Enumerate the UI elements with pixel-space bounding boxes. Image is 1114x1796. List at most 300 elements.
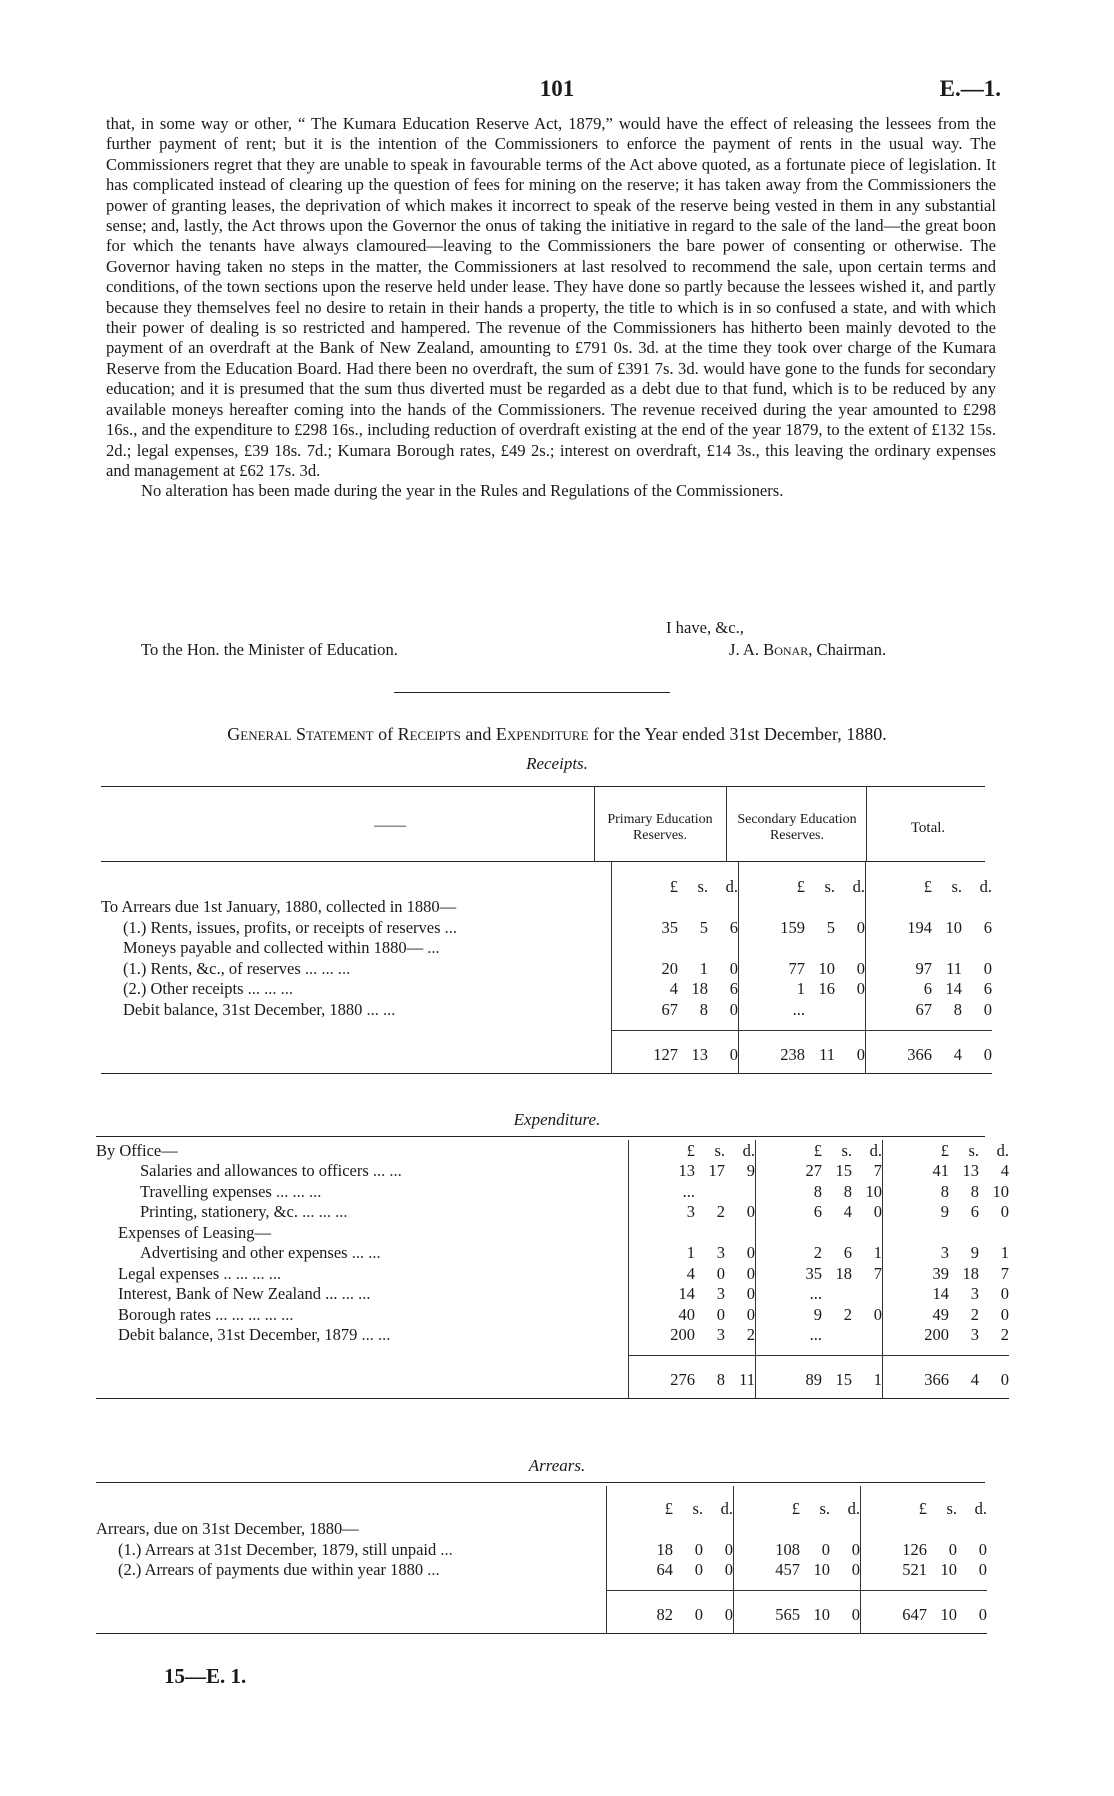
amount-shillings: 3 xyxy=(716,1325,725,1344)
row-label xyxy=(96,1243,629,1264)
table-row xyxy=(96,1161,1009,1182)
table-row xyxy=(96,1539,987,1560)
amount-pounds: ... xyxy=(809,1284,822,1303)
amount-shillings: 0 xyxy=(694,1605,703,1624)
amount-pounds: 565 xyxy=(775,1605,800,1624)
amount-pounds: 41 xyxy=(932,1161,949,1180)
title-part: for the Year ended 31st December, 1880. xyxy=(588,724,887,744)
amount-pounds: 35 xyxy=(661,917,678,937)
amount-pence: 4 xyxy=(1000,1161,1009,1180)
amount-pence: 9 xyxy=(746,1161,755,1180)
amount-pounds: £ xyxy=(686,1140,695,1160)
row-label-text: Expenses of Leasing— xyxy=(118,1222,272,1242)
row-label xyxy=(96,1161,629,1182)
amount-shillings: 10 xyxy=(940,1605,957,1624)
amount-pounds: 126 xyxy=(902,1539,927,1559)
leader-dots: ... ... ... xyxy=(297,1202,348,1221)
leader-dots: ... ... xyxy=(368,1161,402,1180)
document-code: E.—1. xyxy=(939,76,1001,101)
amount-shillings: 1 xyxy=(699,958,708,978)
row-label xyxy=(101,999,612,1020)
amount-cell xyxy=(866,958,993,979)
table-row xyxy=(96,1560,987,1581)
amount-pounds: 366 xyxy=(907,1044,932,1064)
table-row xyxy=(96,1243,1009,1264)
amount-pounds: 27 xyxy=(805,1161,822,1180)
amount-shillings: s. xyxy=(819,1498,830,1518)
spacer-cell xyxy=(861,1625,988,1634)
units-row xyxy=(96,1140,1009,1161)
amount-shillings: 18 xyxy=(691,979,708,998)
total-cell xyxy=(734,1591,861,1626)
spacer-cell xyxy=(883,1390,1010,1399)
bottom-rule-row xyxy=(96,1634,987,1636)
amount-shillings: 6 xyxy=(970,1202,979,1221)
amount-pounds: 9 xyxy=(940,1202,949,1221)
spacer-cell xyxy=(96,1345,629,1356)
row-label xyxy=(101,938,612,959)
amount-pounds: 49 xyxy=(932,1304,949,1324)
title-part: and xyxy=(460,724,496,744)
table-row xyxy=(96,1325,1009,1346)
leader-dots: ... ... ... xyxy=(271,1181,322,1201)
signature-block xyxy=(729,640,886,660)
signatory-title: , Chairman. xyxy=(808,640,887,659)
amount-cell xyxy=(612,979,739,1000)
amount-pence: 0 xyxy=(978,1539,987,1559)
amount-shillings: 10 xyxy=(940,1560,957,1579)
amount-cell xyxy=(629,1161,756,1182)
spacer-row xyxy=(96,1625,987,1634)
amount-shillings: 2 xyxy=(843,1304,852,1324)
amount-shillings: 5 xyxy=(826,917,835,937)
amount-pounds: 6 xyxy=(813,1202,822,1221)
spacer-cell xyxy=(607,1625,734,1634)
spacer-row xyxy=(101,1065,992,1074)
row-label-text: Advertising and other expenses xyxy=(140,1243,348,1262)
units-cell xyxy=(607,1498,734,1519)
amount-pounds: 3 xyxy=(686,1202,695,1221)
col-header-secondary: Secondary Education Reserves. xyxy=(737,812,857,843)
amount-pounds: 97 xyxy=(915,958,932,978)
spacer-cell xyxy=(607,1580,734,1591)
expenditure-top-rule xyxy=(96,1136,985,1137)
leader-dots: ... ... ... ... ... xyxy=(211,1304,294,1324)
amount-shillings: 4 xyxy=(970,1370,979,1389)
amount-cell xyxy=(739,979,866,1000)
spacer-cell xyxy=(861,1486,988,1498)
amount-pounds: 457 xyxy=(775,1560,800,1579)
amount-pence: 0 xyxy=(1000,1370,1009,1389)
amount-cell xyxy=(629,1304,756,1325)
amount-pounds: 200 xyxy=(924,1325,949,1344)
row-label-text: Borough rates xyxy=(118,1304,212,1324)
spacer-cell xyxy=(883,1345,1010,1356)
units-cell xyxy=(883,1140,1010,1161)
amount-pence: 0 xyxy=(746,1304,755,1324)
amount-pence: 0 xyxy=(724,1539,733,1559)
amount-pence: d. xyxy=(720,1498,733,1518)
amount-pounds: 35 xyxy=(805,1263,822,1283)
spacer-row xyxy=(96,1390,1009,1399)
amount-pence: 0 xyxy=(983,999,992,1019)
leader-dots: ... xyxy=(423,938,440,957)
amount-shillings: 14 xyxy=(945,979,962,998)
amount-pence: 0 xyxy=(873,1202,882,1221)
leader-dots: ... ... xyxy=(357,1325,391,1344)
amount-pence: 0 xyxy=(856,958,865,978)
receipts-table xyxy=(101,862,992,1075)
bottom-rule xyxy=(96,1634,987,1636)
amount-shillings: 2 xyxy=(970,1304,979,1324)
expenditure-table xyxy=(96,1140,1009,1400)
table-row xyxy=(101,958,992,979)
row-label xyxy=(101,979,612,1000)
spacer-cell xyxy=(739,1020,866,1031)
row-label xyxy=(96,1304,629,1325)
amount-pence: 10 xyxy=(865,1181,882,1201)
signature-mark: 15—E. 1. xyxy=(164,1664,247,1688)
amount-pounds: 89 xyxy=(805,1370,822,1389)
amount-cell xyxy=(739,917,866,938)
amount-pence: 11 xyxy=(739,1370,755,1389)
amount-shillings: 15 xyxy=(835,1161,852,1180)
amount-pounds: 14 xyxy=(932,1284,949,1303)
table-top-rule xyxy=(101,786,985,787)
totals-label xyxy=(96,1356,629,1391)
row-label xyxy=(96,1539,607,1560)
spacer-cell xyxy=(101,1065,612,1074)
amount-shillings: 3 xyxy=(716,1243,725,1262)
spacer-cell xyxy=(101,862,612,876)
letter-paragraph: that, in some way or other, “ The Kumara Education Reserve Act, 1879,” would have the effect of releasing the lessees from the further payment of rent; but it is the intention of the Commissioners to enforce the payment of rents in the usual way. The Commissioners regret that they are unable to speak in favourable terms of the Act above quoted, as a fortunate piece of legislation. It has complicated instead of clearing up the question of fees for mining on the reserve; it has taken away from the Commissioners the power of granting leases, the deprivation of which makes it incorrect to speak of the reserve being vested in them in any substantial sense; and, lastly, the Act throws upon the Governor the onus of taking the initiative in regard to the sale of the land—the great boon for which the tenants have always clamoured—leaving to the Commissioners the bare power of consenting or otherwise. The Governor having taken no steps in the matter, the Commissioners at last resolved to recommend the sale, upon certain terms and conditions, of the town sections upon the reserve held under lease. They have done so partly because the lessees wished it, and partly because they themselves feel no desire to retain in their hands a property, the title to which is in so confused a state, and with which their power of dealing is so restricted and hampered. The revenue of the Commissioners has hitherto been mainly devoted to the payment of an overdraft at the Bank of New Zealand, amounting to £791 0s. 3d. at the time they took over charge of the Kumara Reserve from the Education Board. Had there been no overdraft, the sum of £391 7s. 3d. would have gone to the funds for secondary education; and it is presumed that the sum thus diverted must be regarded as a debt due to that fund, which is to be reduced by any available moneys hereafter coming into the hands of the Commissioners. The revenue received during the year amounted to £298 16s., and the expenditure to £298 16s., including reduction of overdraft existing at the end of the year 1879, to the extent of £132 15s. 2d.; legal expenses, £39 18s. 7d.; Kumara Borough rates, £49 2s.; interest on overdraft, £14 3s., this leaving the ordinary expenses and management at £62 17s. 3d. xyxy=(106,114,996,480)
row-label xyxy=(101,917,612,938)
amount-cell xyxy=(756,1243,883,1264)
row-label xyxy=(96,1519,607,1540)
amount-pence: 0 xyxy=(729,958,738,978)
amount-pence: 10 xyxy=(992,1181,1009,1201)
amount-cell xyxy=(883,1161,1010,1182)
units-row xyxy=(101,876,992,897)
spacer-cell xyxy=(861,1580,988,1591)
row-label-text: (2.) Other receipts xyxy=(123,979,244,998)
amount-pounds: 67 xyxy=(915,999,932,1019)
amount-pounds: 366 xyxy=(924,1370,949,1389)
page-number: 101 xyxy=(539,76,575,101)
row-label xyxy=(96,1202,629,1223)
spacer-cell xyxy=(612,1020,739,1031)
amount-shillings: 11 xyxy=(946,958,962,978)
amount-pounds: 2 xyxy=(813,1243,822,1262)
amount-pence: 0 xyxy=(978,1560,987,1579)
amount-shillings: s. xyxy=(968,1140,979,1160)
arrears-top-rule xyxy=(96,1482,985,1483)
amount-cell xyxy=(756,1161,883,1182)
amount-pence: 0 xyxy=(724,1560,733,1579)
title-part: Expenditure xyxy=(495,724,589,744)
amount-pounds: 9 xyxy=(813,1304,822,1324)
amount-cell xyxy=(883,1181,1010,1202)
amount-pence: 0 xyxy=(746,1202,755,1221)
amount-shillings: 0 xyxy=(716,1304,725,1324)
row-label xyxy=(96,1222,629,1243)
amount-pounds: 3 xyxy=(940,1243,949,1262)
letter-body xyxy=(106,114,996,502)
amount-pounds: 127 xyxy=(653,1044,678,1064)
bottom-rule xyxy=(101,1073,992,1075)
amount-shillings: 8 xyxy=(699,999,708,1019)
amount-cell xyxy=(607,1519,734,1540)
amount-pence: 0 xyxy=(851,1560,860,1579)
amount-shillings: 8 xyxy=(970,1181,979,1201)
amount-pounds: £ xyxy=(940,1140,949,1160)
table-row xyxy=(101,999,992,1020)
amount-shillings: 13 xyxy=(962,1161,979,1180)
amount-pounds: 194 xyxy=(907,917,932,937)
amount-pence: 7 xyxy=(873,1161,882,1180)
amount-pounds: £ xyxy=(813,1140,822,1160)
amount-pounds: 200 xyxy=(670,1325,695,1344)
amount-shillings: 0 xyxy=(716,1263,725,1283)
amount-pence: 0 xyxy=(851,1605,860,1624)
amount-pounds: 40 xyxy=(678,1304,695,1324)
amount-cell xyxy=(866,979,993,1000)
amount-cell xyxy=(883,1243,1010,1264)
amount-cell xyxy=(734,1539,861,1560)
amount-pounds: £ xyxy=(923,876,932,896)
amount-cell xyxy=(861,1519,988,1540)
amount-pence: 0 xyxy=(724,1605,733,1624)
amount-pence: 0 xyxy=(983,958,992,978)
amount-shillings: 4 xyxy=(843,1202,852,1221)
amount-shillings: 8 xyxy=(843,1181,852,1201)
amount-cell xyxy=(734,1560,861,1581)
spacer-cell xyxy=(612,862,739,876)
amount-pounds: 39 xyxy=(932,1263,949,1283)
amount-cell xyxy=(739,999,866,1020)
amount-pounds: 108 xyxy=(775,1539,800,1559)
amount-pence: 7 xyxy=(1000,1263,1009,1283)
col-header-primary: Primary Education Reserves. xyxy=(607,812,713,843)
arrears-heading: Arrears. xyxy=(528,1456,586,1475)
amount-cell xyxy=(866,938,993,959)
amount-shillings: 10 xyxy=(945,917,962,937)
amount-pence: 6 xyxy=(729,917,738,937)
row-label xyxy=(96,1325,629,1346)
amount-cell xyxy=(883,1222,1010,1243)
leader-dots: ... ... xyxy=(347,1243,381,1262)
amount-shillings: 3 xyxy=(970,1325,979,1344)
amount-cell xyxy=(629,1325,756,1346)
total-cell xyxy=(861,1591,988,1626)
units-cell xyxy=(629,1140,756,1161)
amount-pence: 0 xyxy=(856,979,865,998)
amount-pence: 0 xyxy=(851,1539,860,1559)
section-divider xyxy=(394,692,670,693)
amount-shillings: s. xyxy=(946,1498,957,1518)
row-label xyxy=(96,1263,629,1284)
amount-pence: 0 xyxy=(856,1044,865,1064)
amount-pounds: £ xyxy=(791,1498,800,1518)
row-label xyxy=(101,958,612,979)
amount-pounds: 521 xyxy=(902,1560,927,1579)
amount-pounds: 238 xyxy=(780,1044,805,1064)
amount-cell xyxy=(866,897,993,918)
amount-pounds: 18 xyxy=(656,1539,673,1559)
leader-dots: ... ... ... xyxy=(300,958,351,978)
table-row xyxy=(96,1519,987,1540)
units-cell xyxy=(739,876,866,897)
amount-shillings: 2 xyxy=(716,1202,725,1221)
total-cell xyxy=(607,1591,734,1626)
amount-pence: 2 xyxy=(746,1325,755,1344)
amount-pounds: 4 xyxy=(669,979,678,998)
table-row xyxy=(101,938,992,959)
row-label xyxy=(101,876,612,897)
spacer-cell xyxy=(629,1345,756,1356)
spacer-cell xyxy=(612,1065,739,1074)
amount-pence: 0 xyxy=(1000,1284,1009,1303)
spacer-cell xyxy=(866,1020,993,1031)
totals-label xyxy=(101,1030,612,1065)
amount-pounds: 20 xyxy=(661,958,678,978)
amount-pounds: 82 xyxy=(656,1605,673,1624)
leader-dots: ... xyxy=(440,917,458,937)
spacer-cell xyxy=(739,862,866,876)
amount-shillings: 18 xyxy=(835,1263,852,1283)
amount-cell xyxy=(739,958,866,979)
spacer-cell xyxy=(629,1390,756,1399)
amount-pounds: £ xyxy=(796,876,805,896)
amount-cell xyxy=(607,1539,734,1560)
amount-shillings: s. xyxy=(824,876,835,896)
row-label-text: Interest, Bank of New Zealand ... xyxy=(118,1284,338,1303)
amount-pounds: 276 xyxy=(670,1370,695,1389)
amount-pence: 0 xyxy=(729,999,738,1019)
amount-shillings: 18 xyxy=(962,1263,979,1283)
amount-pence: d. xyxy=(852,876,865,896)
amount-cell xyxy=(883,1325,1010,1346)
spacer-cell xyxy=(739,1065,866,1074)
leader-dots: ... ... xyxy=(337,1284,371,1303)
amount-cell xyxy=(866,999,993,1020)
amount-shillings: s. xyxy=(951,876,962,896)
table-row xyxy=(101,917,992,938)
amount-pounds: 6 xyxy=(923,979,932,998)
amount-cell xyxy=(612,917,739,938)
spacer-row xyxy=(101,862,992,876)
units-cell xyxy=(866,876,993,897)
spacer-cell xyxy=(607,1486,734,1498)
total-cell xyxy=(739,1030,866,1065)
leader-dots: ... xyxy=(436,1539,453,1559)
units-row xyxy=(96,1498,987,1519)
amount-pence: 6 xyxy=(983,979,992,998)
table-row xyxy=(96,1263,1009,1284)
table-row xyxy=(96,1181,1009,1202)
spacer-cell xyxy=(101,1020,612,1031)
table-row xyxy=(101,897,992,918)
leader-dots: ... ... ... xyxy=(243,979,293,998)
row-label-text: (1.) Arrears at 31st December, 1879, still unpaid xyxy=(118,1539,437,1559)
amount-shillings: 8 xyxy=(716,1370,725,1389)
amount-pence: 1 xyxy=(873,1370,882,1389)
statement-title xyxy=(0,724,1114,745)
amount-pence: d. xyxy=(996,1140,1009,1160)
amount-pounds: £ xyxy=(664,1498,673,1518)
amount-shillings: 6 xyxy=(843,1243,852,1262)
amount-shillings: 0 xyxy=(694,1560,703,1579)
row-label xyxy=(96,1560,607,1581)
amount-pence: 6 xyxy=(729,979,738,998)
amount-pounds: £ xyxy=(669,876,678,896)
spacer-row xyxy=(96,1345,1009,1356)
amount-shillings: 15 xyxy=(835,1370,852,1389)
amount-pounds: ... xyxy=(809,1325,822,1344)
amount-shillings: 0 xyxy=(821,1539,830,1559)
signatory-initials: J. A. xyxy=(729,640,759,659)
amount-cell xyxy=(861,1539,988,1560)
amount-pounds: 1 xyxy=(686,1243,695,1262)
amount-pounds: 8 xyxy=(940,1181,949,1201)
amount-cell xyxy=(629,1243,756,1264)
amount-pence: d. xyxy=(725,876,738,896)
receipts-heading: Receipts. xyxy=(526,754,588,773)
amount-shillings: 5 xyxy=(699,917,708,937)
amount-cell xyxy=(756,1304,883,1325)
amount-cell xyxy=(629,1263,756,1284)
sign-off: I have, &c., xyxy=(666,618,744,637)
table-row xyxy=(96,1304,1009,1325)
table-row xyxy=(101,979,992,1000)
row-label-text: To Arrears due 1st January, 1880, collected in 1880— xyxy=(101,897,457,916)
row-label-text: Printing, stationery, &c. xyxy=(140,1202,298,1221)
amount-pence: 0 xyxy=(1000,1202,1009,1221)
signatory-name: Bonar xyxy=(763,640,809,659)
row-label-text: Moneys payable and collected within 1880— xyxy=(123,938,424,957)
spacer-cell xyxy=(96,1390,629,1399)
amount-cell xyxy=(629,1284,756,1305)
amount-cell xyxy=(756,1181,883,1202)
amount-shillings: 3 xyxy=(970,1284,979,1303)
title-part: Receipts xyxy=(397,724,461,744)
amount-pence: 0 xyxy=(729,1044,738,1064)
spacer-cell xyxy=(734,1625,861,1634)
spacer-cell xyxy=(866,1065,993,1074)
amount-cell xyxy=(756,1325,883,1346)
amount-shillings: 17 xyxy=(708,1161,725,1180)
amount-pence: 0 xyxy=(983,1044,992,1064)
amount-pence: 0 xyxy=(746,1263,755,1283)
leader-dots: ... xyxy=(423,1560,440,1579)
row-label-text: (2.) Arrears of payments due within year 1880 xyxy=(118,1560,424,1579)
amount-pence: 6 xyxy=(983,917,992,937)
amount-cell xyxy=(629,1181,756,1202)
amount-pence: d. xyxy=(847,1498,860,1518)
spacer-cell xyxy=(756,1345,883,1356)
row-label-text: Travelling expenses xyxy=(140,1181,272,1201)
amount-pounds: 647 xyxy=(902,1605,927,1624)
amount-pounds: 67 xyxy=(661,999,678,1019)
row-label-text: (1.) Rents, issues, profits, or receipts of reserves xyxy=(123,917,441,937)
spacer-cell xyxy=(96,1625,607,1634)
amount-shillings: 4 xyxy=(953,1044,962,1064)
amount-pounds: 4 xyxy=(686,1263,695,1283)
row-label xyxy=(96,1181,629,1202)
amount-pence: d. xyxy=(974,1498,987,1518)
row-label-text: Debit balance, 31st December, 1879 xyxy=(118,1325,358,1344)
bottom-rule-row xyxy=(101,1073,992,1075)
